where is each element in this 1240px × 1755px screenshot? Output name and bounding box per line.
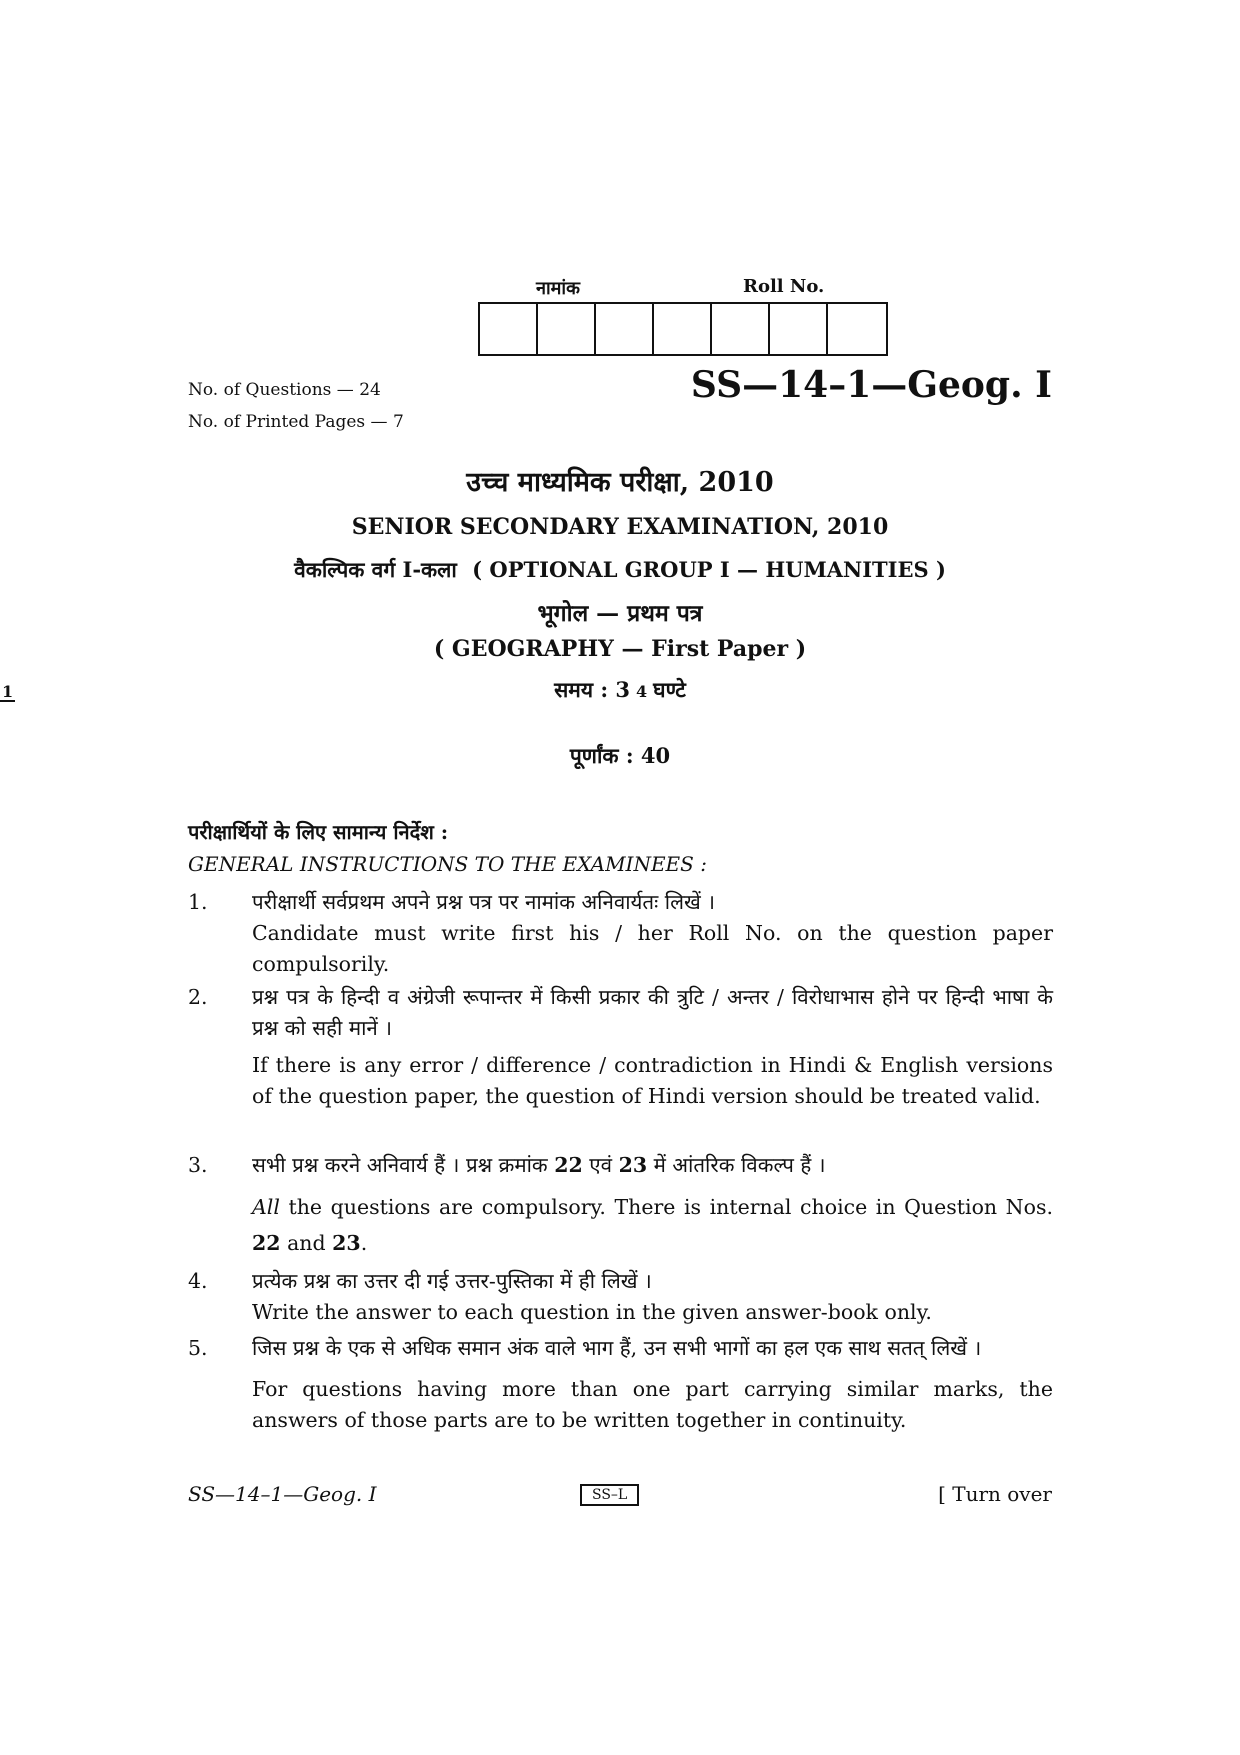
instruction-item bbox=[188, 982, 1053, 1112]
roll-label-hindi: नामांक bbox=[536, 278, 580, 299]
max-marks: पूर्णांक : 40 bbox=[569, 743, 671, 768]
instructions-title-hindi: परीक्षार्थियों के लिए सामान्य निर्देश : bbox=[188, 820, 449, 844]
roll-digit-box[interactable] bbox=[596, 304, 654, 354]
subject-hindi: भूगोल — प्रथम पत्र bbox=[537, 600, 703, 627]
subject-english: ( GEOGRAPHY — First Paper ) bbox=[433, 636, 807, 662]
roll-digit-box[interactable] bbox=[828, 304, 886, 354]
footer-series-box bbox=[580, 1484, 639, 1503]
turn-over: [ Turn over bbox=[938, 1482, 1052, 1506]
instruction-item bbox=[188, 1266, 1053, 1328]
item-text-english: Candidate must write first his / her Roll No. on the question paper compulsorily. bbox=[252, 921, 1053, 976]
text-part: . bbox=[360, 1231, 368, 1255]
exam-title-english: SENIOR SECONDARY EXAMINATION, 2010 bbox=[351, 514, 889, 540]
series-label: SS–L bbox=[580, 1484, 639, 1506]
footer-paper-code: SS—14–1—Geog. I bbox=[188, 1482, 377, 1506]
num-questions: No. of Questions — 24 bbox=[188, 380, 381, 400]
time-label: समय : 3 bbox=[554, 677, 631, 702]
group-english: ( OPTIONAL GROUP I — HUMANITIES ) bbox=[472, 557, 946, 582]
item-text-hindi bbox=[252, 1150, 1053, 1181]
item-number: 5. bbox=[188, 1336, 208, 1360]
question-number: 23 bbox=[618, 1153, 648, 1177]
text-part: सभी प्रश्न करने अनिवार्य हैं । प्रश्न क्रमांक bbox=[252, 1153, 548, 1177]
roll-digit-box[interactable] bbox=[480, 304, 538, 354]
text-part: and bbox=[287, 1231, 326, 1255]
item-text-english: For questions having more than one part carrying similar marks, the answers of those parts are to be written together in continuity. bbox=[252, 1377, 1053, 1432]
item-text-hindi: प्रश्न पत्र के हिन्दी व अंग्रेजी रूपान्तर में किसी प्रकार की त्रुटि / अन्तर / विरोधाभास होने पर हिन्दी भाषा के प्रश्न को सही मानें । bbox=[252, 985, 1053, 1040]
time-allowed bbox=[0, 676, 1240, 704]
item-number: 4. bbox=[188, 1269, 208, 1293]
instruction-item bbox=[188, 1150, 1053, 1261]
text-part: एवं bbox=[589, 1153, 613, 1177]
question-number: 22 bbox=[554, 1153, 583, 1177]
group-hindi: वैकल्पिक वर्ग I-कला bbox=[294, 557, 457, 582]
paper-code: SS—14–1—Geog. I bbox=[690, 364, 1052, 406]
item-text-english: If there is any error / difference / contradiction in Hindi & English versions of the question paper, the question of Hindi version should be treated valid. bbox=[252, 1053, 1053, 1108]
time-unit: घण्टे bbox=[653, 677, 686, 702]
num-printed-pages: No. of Printed Pages — 7 bbox=[188, 412, 404, 432]
item-text-english bbox=[252, 1189, 1053, 1261]
item-text-english: Write the answer to each question in the given answer-book only. bbox=[252, 1300, 932, 1324]
roll-digit-box[interactable] bbox=[538, 304, 596, 354]
text-part: में आंतरिक विकल्प हैं । bbox=[653, 1153, 826, 1177]
fraction-numerator: 1 bbox=[2, 681, 14, 701]
exam-title-hindi: उच्च माध्यमिक परीक्षा, 2010 bbox=[466, 467, 774, 498]
item-text-hindi: परीक्षार्थी सर्वप्रथम अपने प्रश्न पत्र पर नामांक अनिवार्यतः लिखें । bbox=[252, 890, 716, 914]
question-number: 22 bbox=[252, 1231, 281, 1255]
roll-number-boxes[interactable] bbox=[478, 302, 888, 356]
text-part: the questions are compulsory. There is internal choice in Question Nos. bbox=[288, 1195, 1053, 1219]
roll-digit-box[interactable] bbox=[654, 304, 712, 354]
instruction-item bbox=[188, 1333, 1053, 1436]
text-part: All bbox=[252, 1195, 280, 1219]
item-number: 2. bbox=[188, 985, 208, 1009]
item-text-hindi: प्रत्येक प्रश्न का उत्तर दी गई उत्तर-पुस्तिका में ही लिखें । bbox=[252, 1269, 652, 1293]
item-text-hindi: जिस प्रश्न के एक से अधिक समान अंक वाले भाग हैं, उन सभी भागों का हल एक साथ सतत् लिखें । bbox=[252, 1336, 982, 1360]
item-number: 1. bbox=[188, 890, 208, 914]
instructions-title-english: GENERAL INSTRUCTIONS TO THE EXAMINEES : bbox=[188, 852, 707, 876]
optional-group bbox=[0, 556, 1240, 584]
roll-digit-box[interactable] bbox=[770, 304, 828, 354]
fraction-denominator: 4 bbox=[636, 681, 648, 701]
roll-digit-box[interactable] bbox=[712, 304, 770, 354]
question-number: 23 bbox=[332, 1231, 361, 1255]
instruction-item bbox=[188, 887, 1053, 980]
roll-label-english: Roll No. bbox=[743, 276, 825, 297]
item-number: 3. bbox=[188, 1153, 208, 1177]
